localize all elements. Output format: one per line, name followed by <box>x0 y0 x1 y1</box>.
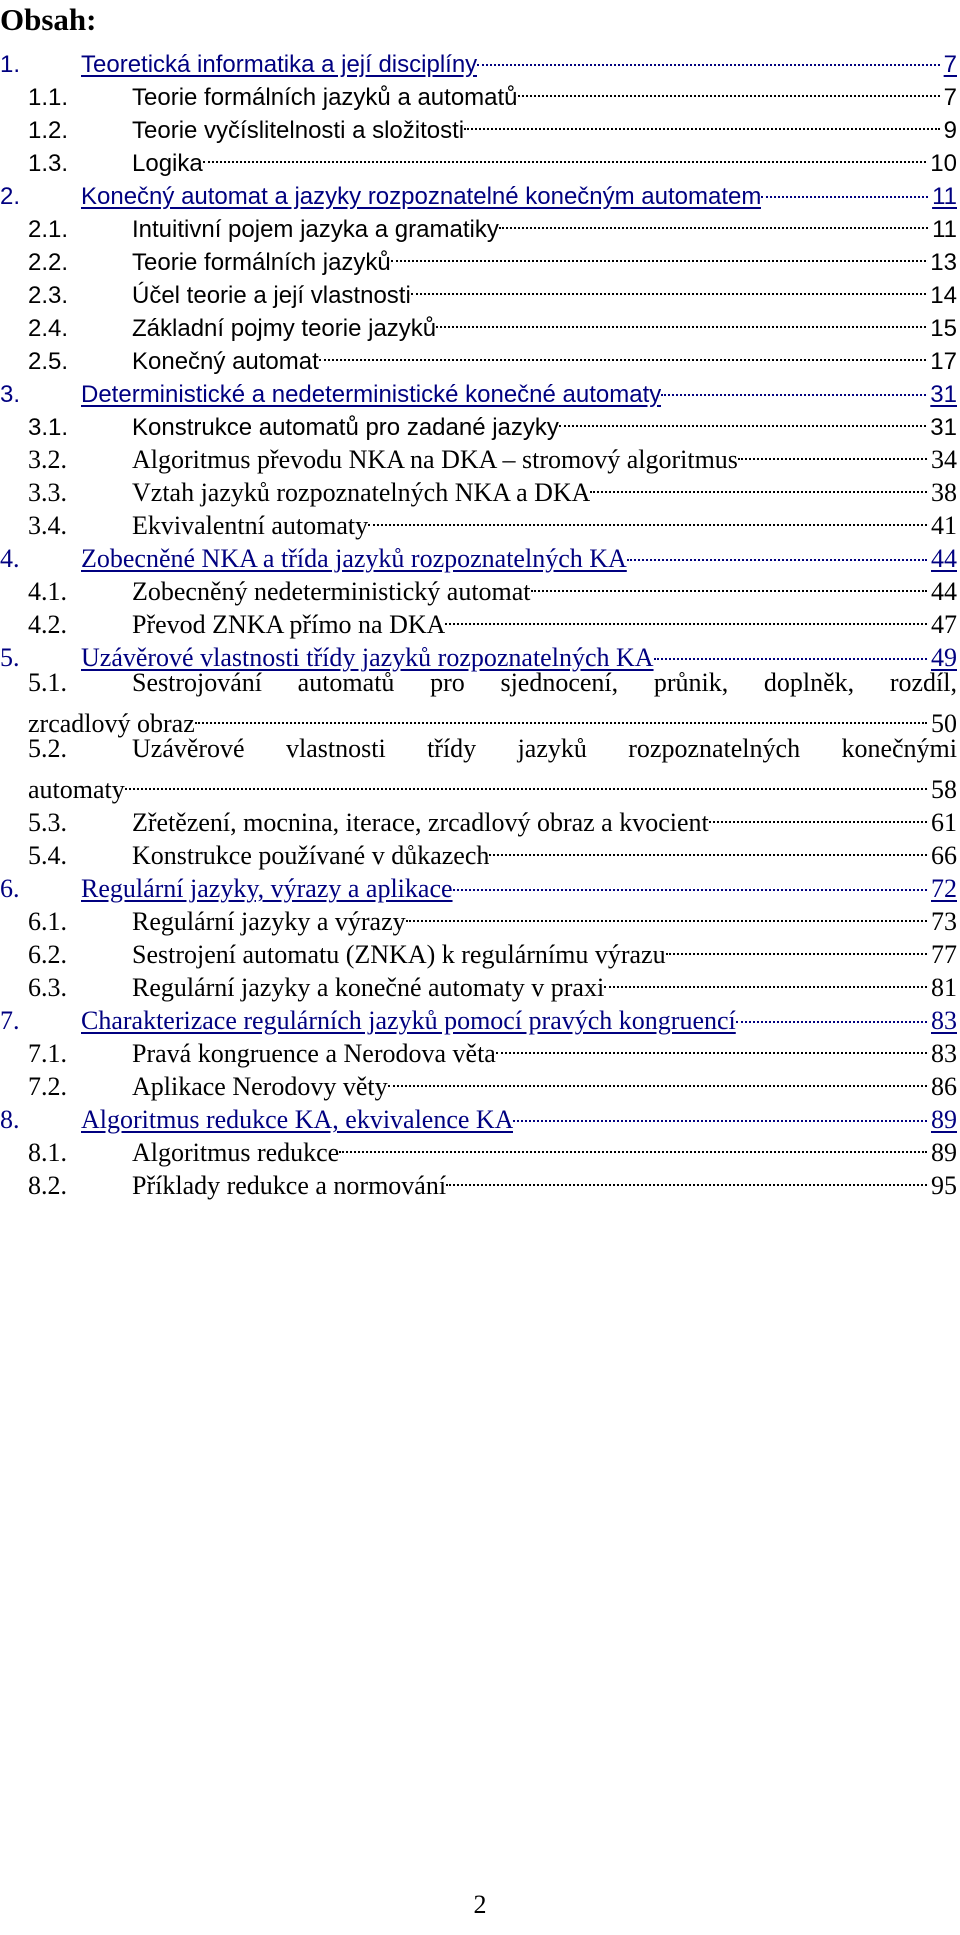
toc-section-entry[interactable] <box>0 1128 957 1167</box>
toc-section-entry[interactable] <box>0 930 957 969</box>
toc-entry-title: Konstrukce automatů pro zadané jazyky <box>132 414 559 441</box>
table-of-contents <box>0 39 957 1200</box>
toc-entry-title: Teorie vyčíslitelnosti a složitosti <box>132 117 465 144</box>
toc-dot-leader <box>738 435 931 468</box>
toc-word: Uzávěrové <box>132 734 245 763</box>
toc-entry-page: 66 <box>931 841 957 870</box>
toc-entry-title-continued: automaty <box>28 775 125 804</box>
toc-entry-title: Aplikace Nerodovy věty <box>132 1072 388 1101</box>
toc-dot-leader <box>319 336 931 369</box>
toc-dot-leader <box>559 402 930 435</box>
toc-entry-page: 11 <box>932 183 957 210</box>
toc-entry-title: Příklady redukce a normování <box>132 1171 447 1200</box>
toc-entry-number: 6.2. <box>28 940 67 969</box>
toc-entry-title-continued: zrcadlový obraz <box>28 709 195 738</box>
toc-entry-title: Zobecněný nedeterministický automat <box>132 577 531 606</box>
toc-entry-title: Regulární jazyky, výrazy a aplikace <box>81 874 453 903</box>
toc-entry-title: Konstrukce používané v důkazech <box>132 841 490 870</box>
toc-dot-leader <box>368 501 931 534</box>
toc-dot-leader <box>203 138 931 171</box>
toc-word: jazyků <box>517 734 587 763</box>
toc-entry-page: 11 <box>932 216 957 243</box>
toc-entry-page: 31 <box>930 381 957 408</box>
toc-dot-leader <box>518 72 944 105</box>
toc-entry-title: Teoretická informatika a její disciplíny <box>81 51 478 78</box>
toc-section-entry[interactable] <box>0 1062 957 1101</box>
toc-section-entry[interactable] <box>0 798 957 837</box>
toc-entry-number: 4. <box>0 544 20 573</box>
toc-entry-page: 83 <box>931 1039 957 1068</box>
toc-section-entry[interactable] <box>0 270 957 309</box>
toc-entry-number: 3.3. <box>28 478 67 507</box>
toc-entry-title: Regulární jazyky a konečné automaty v praxi <box>132 973 605 1002</box>
toc-entry-title: Převod ZNKA přímo na DKA <box>132 610 446 639</box>
toc-word: rozdíl, <box>889 668 957 697</box>
toc-entry-page: 44 <box>931 544 957 573</box>
toc-dot-leader <box>388 1062 931 1095</box>
toc-dot-leader <box>627 534 931 567</box>
toc-dot-leader <box>464 105 944 138</box>
toc-dot-leader <box>411 270 931 303</box>
toc-entry-page: 86 <box>931 1072 957 1101</box>
toc-section-entry[interactable] <box>0 468 957 507</box>
toc-entry-page: 34 <box>931 445 957 474</box>
toc-entry-page: 49 <box>931 643 957 672</box>
toc-entry-number: 8.1. <box>28 1138 67 1167</box>
toc-dot-leader <box>513 1095 931 1128</box>
toc-entry-number: 5.4. <box>28 841 67 870</box>
toc-section-entry[interactable] <box>0 336 957 375</box>
toc-section-entry[interactable] <box>0 831 957 870</box>
toc-section-entry[interactable] <box>0 72 957 111</box>
toc-word: sjednocení, <box>500 668 619 697</box>
toc-entry-page: 31 <box>930 414 957 441</box>
toc-dot-leader <box>391 237 931 270</box>
toc-dot-leader <box>604 963 931 996</box>
toc-word: doplněk, <box>763 668 855 697</box>
toc-entry-number: 1.2. <box>28 117 69 144</box>
toc-entry-page: 47 <box>931 610 957 639</box>
toc-entry-number: 5. <box>0 643 20 672</box>
toc-entry-number: 3. <box>0 381 21 408</box>
toc-entry-page: 77 <box>931 940 957 969</box>
toc-entry-title: Ekvivalentní automaty <box>132 511 369 540</box>
toc-section-entry[interactable] <box>0 435 957 474</box>
toc-entry-page: 14 <box>930 282 957 309</box>
toc-dot-leader <box>339 1128 931 1161</box>
toc-entry-title: Zobecněné NKA a třída jazyků rozpoznatelných KA <box>81 544 627 573</box>
toc-entry-number: 4.1. <box>28 577 67 606</box>
toc-section-entry[interactable] <box>0 204 957 243</box>
toc-entry-title: Regulární jazyky a výrazy <box>132 907 406 936</box>
toc-dot-leader <box>661 369 930 402</box>
toc-chapter-entry[interactable] <box>0 39 957 78</box>
toc-word: rozpoznatelných <box>628 734 801 763</box>
toc-dot-leader <box>453 864 931 897</box>
toc-dot-leader <box>531 567 931 600</box>
toc-entry-page: 89 <box>931 1138 957 1167</box>
toc-entry-number: 5.1. <box>28 668 67 697</box>
toc-chapter-entry[interactable] <box>0 369 957 408</box>
toc-word: vlastnosti <box>286 734 386 763</box>
toc-word: průnik, <box>653 668 729 697</box>
toc-word: pro <box>430 668 465 697</box>
toc-entry-page: 95 <box>931 1171 957 1200</box>
toc-section-entry[interactable] <box>0 567 957 606</box>
toc-entry-page: 10 <box>930 150 957 177</box>
toc-title: Obsah: <box>0 2 97 37</box>
toc-entry-page: 7 <box>943 51 957 78</box>
toc-entry-number: 3.2. <box>28 445 67 474</box>
toc-entry-title: Konečný automat a jazyky rozpoznatelné konečným automatem <box>81 183 762 210</box>
toc-entry-number: 7.2. <box>28 1072 67 1101</box>
toc-entry-title: Uzávěrové vlastnosti třídy jazyků rozpoznatelných KA <box>81 643 654 672</box>
toc-word: konečnými <box>841 734 957 763</box>
toc-dot-leader <box>477 39 943 72</box>
toc-chapter-entry[interactable] <box>0 996 957 1035</box>
toc-entry-title: Vztah jazyků rozpoznatelných NKA a DKA <box>132 478 591 507</box>
toc-entry-title: Zřetězení, mocnina, iterace, zrcadlový obraz a kvocient <box>132 808 709 837</box>
toc-entry-number: 8.2. <box>28 1171 67 1200</box>
toc-entry-number: 6.3. <box>28 973 67 1002</box>
toc-entry-number: 2.1. <box>28 216 69 243</box>
toc-entry-title: Algoritmus redukce <box>132 1138 340 1167</box>
toc-section-entry[interactable] <box>0 732 957 804</box>
toc-entry-number: 7. <box>0 1006 20 1035</box>
toc-entry-page: 50 <box>931 709 957 738</box>
toc-dot-leader <box>446 1161 931 1194</box>
toc-section-entry[interactable] <box>0 237 957 276</box>
toc-entry-number: 5.2. <box>28 734 67 763</box>
toc-section-entry[interactable] <box>0 963 957 1002</box>
toc-section-entry[interactable] <box>0 600 957 639</box>
toc-section-entry[interactable] <box>0 1029 957 1068</box>
toc-section-entry[interactable] <box>0 1161 957 1200</box>
toc-entry-page: 9 <box>943 117 957 144</box>
toc-entry-page: 58 <box>931 775 957 804</box>
toc-entry-number: 2.3. <box>28 282 69 309</box>
toc-entry-title <box>132 666 957 699</box>
toc-dot-leader <box>195 699 931 732</box>
toc-entry-number: 3.1. <box>28 414 69 441</box>
toc-section-entry[interactable] <box>0 501 957 540</box>
toc-entry-page: 41 <box>931 511 957 540</box>
toc-entry-title: Logika <box>132 150 203 177</box>
toc-dot-leader <box>761 171 932 204</box>
toc-entry-title: Teorie formálních jazyků a automatů <box>132 84 518 111</box>
toc-dot-leader <box>496 1029 931 1062</box>
toc-dot-leader <box>125 765 931 798</box>
toc-dot-leader <box>709 798 931 831</box>
toc-entry-number: 2.4. <box>28 315 69 342</box>
toc-chapter-entry[interactable] <box>0 1095 957 1134</box>
toc-entry-title: Účel teorie a její vlastnosti <box>132 282 411 309</box>
toc-entry-page: 44 <box>931 577 957 606</box>
toc-entry-page: 17 <box>930 348 957 375</box>
toc-entry-number: 1. <box>0 51 21 78</box>
toc-entry-number: 3.4. <box>28 511 67 540</box>
toc-chapter-entry[interactable] <box>0 864 957 903</box>
toc-entry-number: 6. <box>0 874 20 903</box>
toc-entry-page: 15 <box>930 315 957 342</box>
toc-section-entry[interactable] <box>0 303 957 342</box>
toc-entry-title <box>132 732 957 765</box>
toc-entry-title: Intuitivní pojem jazyka a gramatiky <box>132 216 499 243</box>
toc-entry-page: 13 <box>930 249 957 276</box>
toc-chapter-entry[interactable] <box>0 171 957 210</box>
toc-word: Sestrojování <box>132 668 262 697</box>
toc-entry-number: 8. <box>0 1105 20 1134</box>
toc-dot-leader <box>499 204 932 237</box>
toc-dot-leader <box>445 600 931 633</box>
toc-entry-page: 72 <box>931 874 957 903</box>
toc-entry-title: Základní pojmy teorie jazyků <box>132 315 437 342</box>
toc-entry-page: 7 <box>943 84 957 111</box>
toc-entry-number: 6.1. <box>28 907 67 936</box>
toc-dot-leader <box>736 996 931 1029</box>
toc-chapter-entry[interactable] <box>0 633 957 672</box>
toc-entry-title: Algoritmus redukce KA, ekvivalence KA <box>81 1105 514 1134</box>
toc-entry-number: 2. <box>0 183 21 210</box>
toc-entry-number: 2.5. <box>28 348 69 375</box>
toc-section-entry[interactable] <box>0 105 957 144</box>
toc-section-entry[interactable] <box>0 402 957 441</box>
toc-dot-leader <box>666 930 931 963</box>
toc-dot-leader <box>590 468 931 501</box>
toc-entry-number: 1.3. <box>28 150 69 177</box>
toc-dot-leader <box>654 633 931 666</box>
toc-entry-page: 83 <box>931 1006 957 1035</box>
toc-entry-page: 73 <box>931 907 957 936</box>
toc-entry-page: 61 <box>931 808 957 837</box>
toc-dot-leader <box>406 897 931 930</box>
toc-entry-number: 4.2. <box>28 610 67 639</box>
toc-entry-title: Charakterizace regulárních jazyků pomocí pravých kongruencí <box>81 1006 736 1035</box>
toc-entry-title: Konečný automat <box>132 348 319 375</box>
toc-word: automatů <box>297 668 395 697</box>
toc-entry-page: 89 <box>931 1105 957 1134</box>
page-number: 2 <box>473 1890 487 1919</box>
toc-entry-title: Teorie formálních jazyků <box>132 249 391 276</box>
toc-entry-title: Algoritmus převodu NKA na DKA – stromový algoritmus <box>132 445 738 474</box>
toc-entry-number: 7.1. <box>28 1039 67 1068</box>
toc-entry-page: 81 <box>931 973 957 1002</box>
toc-dot-leader <box>489 831 931 864</box>
toc-entry-title: Pravá kongruence a Nerodova věta <box>132 1039 496 1068</box>
toc-entry-number: 2.2. <box>28 249 69 276</box>
toc-entry-number: 5.3. <box>28 808 67 837</box>
toc-word: třídy <box>427 734 477 763</box>
toc-section-entry[interactable] <box>0 138 957 177</box>
toc-chapter-entry[interactable] <box>0 534 957 573</box>
toc-entry-title: Deterministické a nedeterministické konečné automaty <box>81 381 662 408</box>
toc-entry-title: Sestrojení automatu (ZNKA) k regulárnímu výrazu <box>132 940 666 969</box>
toc-section-entry[interactable] <box>0 666 957 738</box>
toc-dot-leader <box>436 303 930 336</box>
toc-section-entry[interactable] <box>0 897 957 936</box>
toc-entry-number: 1.1. <box>28 84 69 111</box>
toc-entry-page: 38 <box>931 478 957 507</box>
